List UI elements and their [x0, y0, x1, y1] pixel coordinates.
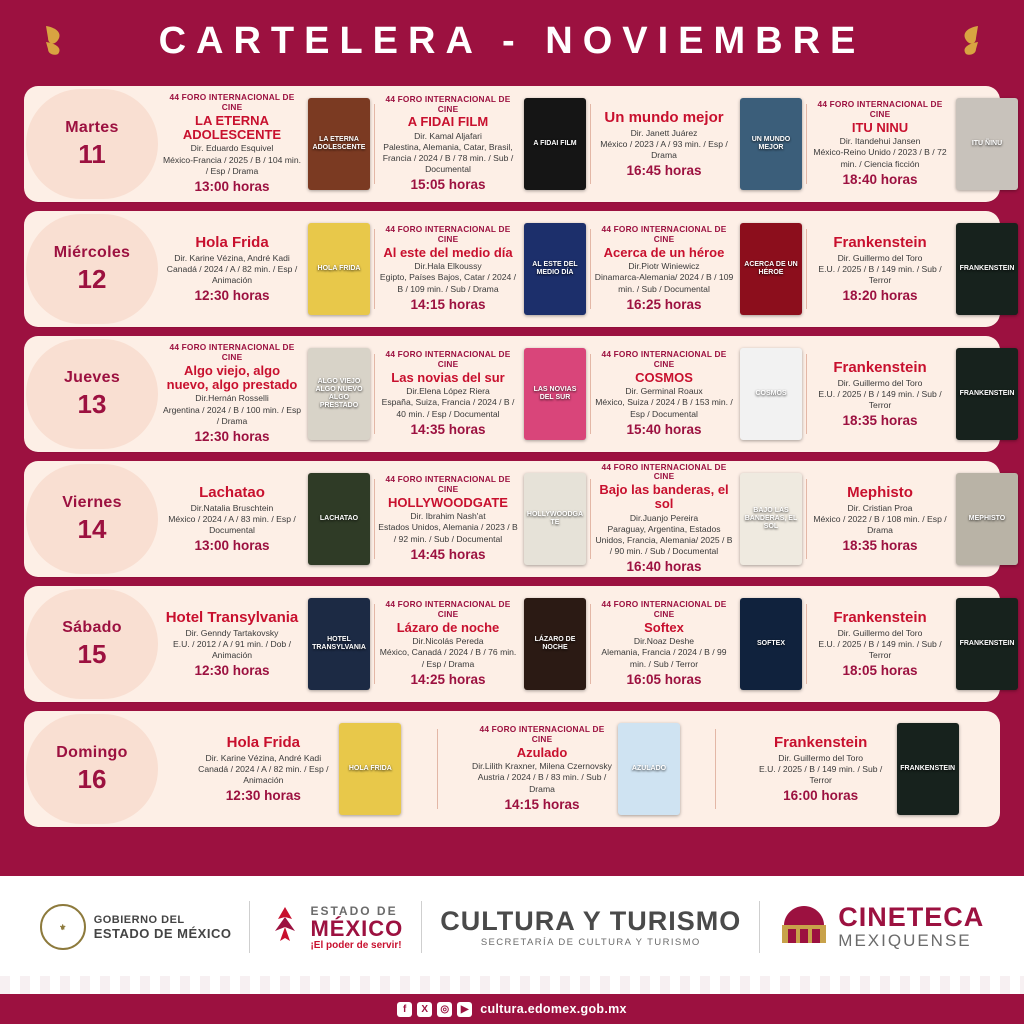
- film-info: [810, 234, 950, 304]
- film-info: [378, 600, 518, 687]
- film-entry[interactable]: [590, 215, 806, 323]
- film-info: [162, 234, 302, 304]
- film-title: Softex: [644, 619, 684, 635]
- film-entry[interactable]: [806, 590, 1022, 698]
- instagram-icon[interactable]: ◎: [437, 1002, 452, 1017]
- film-info: [378, 350, 518, 437]
- film-title: Bajo las banderas, el sol: [599, 482, 729, 512]
- poster-title: MEPHISTO: [968, 514, 1006, 522]
- film-time: 16:00 horas: [783, 788, 859, 804]
- social-strip: [0, 994, 1024, 1024]
- day-pill: [26, 714, 158, 824]
- film-info: [378, 475, 518, 562]
- poster-title: FRANKENSTEIN: [959, 264, 1015, 272]
- edomex-line1: ESTADO DE: [310, 903, 398, 918]
- festival-label: 44 FORO INTERNACIONAL DE CINE: [601, 224, 727, 245]
- film-title: Frankenstein: [833, 609, 927, 627]
- film-director: Dir.Noaz Deshe: [633, 636, 695, 647]
- film-title: Hola Frida: [195, 234, 269, 252]
- festival-label: 44 FORO INTERNACIONAL DE CINE: [601, 599, 727, 620]
- film-poster: [897, 723, 959, 815]
- film-poster: [956, 473, 1018, 565]
- day-number: 12: [77, 263, 107, 294]
- film-meta: Argentina / 2024 / B / 100 min. / Esp / Drama: [162, 404, 302, 426]
- film-poster: [308, 348, 370, 440]
- edomex-bird-icon: [268, 905, 302, 950]
- film-director: Dir. Janett Juárez: [630, 127, 698, 138]
- film-entry[interactable]: [374, 340, 590, 448]
- film-director: Dir. Genndy Tartakovsky: [185, 627, 279, 638]
- film-director: Dir. Guillermo del Toro: [837, 627, 923, 638]
- film-director: Dir.Natalia Bruschtein: [190, 502, 274, 513]
- festival-label: 44 FORO INTERNACIONAL DE CINE: [601, 349, 727, 370]
- schedule-row: [24, 86, 1003, 202]
- film-info: [810, 609, 950, 679]
- youtube-icon[interactable]: ▶: [457, 1002, 472, 1017]
- festival-label: 44 FORO INTERNACIONAL DE CINE: [385, 599, 511, 620]
- film-entry[interactable]: [590, 90, 806, 198]
- gobierno-logo: [22, 904, 250, 950]
- day-pill: [26, 339, 158, 449]
- poster-title: COSMOS: [755, 389, 787, 397]
- poster-title: FRANKENSTEIN: [959, 389, 1015, 397]
- film-director: Dir.Nicolás Pereda: [412, 636, 484, 647]
- schedule-row: [24, 336, 1015, 452]
- film-time: 12:30 horas: [194, 288, 270, 304]
- film-time: 16:40 horas: [626, 559, 702, 575]
- film-director: Dir.Juanjo Pereira: [629, 512, 699, 523]
- film-title: Un mundo mejor: [604, 109, 724, 127]
- film-meta: Estados Unidos, Alemania / 2023 / B / 92 min. / Sub / Documental: [378, 522, 518, 544]
- day-number: 14: [77, 513, 107, 544]
- festival-label: 44 FORO INTERNACIONAL DE CINE: [385, 349, 511, 370]
- poster-title: FRANKENSTEIN: [900, 764, 956, 772]
- film-meta: Paraguay, Argentina, Estados Unidos, Francia, Alemania/ 2025 / B / 90 min. / Sub / Documental: [595, 523, 733, 557]
- film-entry[interactable]: [590, 340, 806, 448]
- film-time: 14:35 horas: [410, 421, 486, 437]
- film-director: Dir. Eduardo Esquivel: [190, 143, 274, 154]
- film-title: Algo viejo, algo nuevo, algo prestado: [166, 362, 298, 393]
- film-director: Dir. Kamal Aljafari: [414, 130, 482, 141]
- film-entry[interactable]: [806, 90, 1022, 198]
- film-director: Dir.Hala Elkoussy: [414, 261, 482, 272]
- film-poster: [308, 598, 370, 690]
- header: [0, 0, 1024, 86]
- film-time: 18:35 horas: [842, 413, 918, 429]
- poster-title: ALGO VIEJO ALGO NUEVO ALGO PRESTADO: [315, 377, 363, 410]
- film-meta: E.U. / 2025 / B / 149 min. / Sub / Terror: [818, 388, 942, 410]
- film-meta: México-Reino Unido / 2023 / B / 72 min. / Ciencia ficción: [813, 147, 947, 169]
- film-time: 13:00 horas: [194, 178, 270, 194]
- film-time: 14:25 horas: [410, 671, 486, 687]
- poster-title: HOTEL TRANSYLVANIA: [312, 635, 366, 651]
- film-info: [378, 95, 518, 193]
- schedule-row: [24, 586, 1015, 702]
- film-time: 18:35 horas: [842, 538, 918, 554]
- film-time: 18:20 horas: [842, 288, 918, 304]
- film-time: 12:30 horas: [225, 788, 301, 804]
- day-number: 15: [77, 638, 107, 669]
- poster-title: FRANKENSTEIN: [959, 639, 1015, 647]
- film-poster: [308, 473, 370, 565]
- festival-label: 44 FORO INTERNACIONAL DE CINE: [385, 93, 511, 114]
- film-director: Dir.Elena López Riera: [406, 386, 490, 397]
- cultura-subtitle: SECRETARÍA DE CULTURA Y TURISMO: [480, 937, 701, 948]
- film-meta: E.U. / 2012 / A / 91 min. / Dob / Animación: [173, 638, 291, 660]
- film-title: ITU NINU: [851, 119, 909, 135]
- film-poster: [956, 223, 1018, 315]
- film-director: Dir.Hernán Rosselli: [195, 393, 269, 404]
- day-number: 11: [78, 138, 106, 169]
- festival-label: 44 FORO INTERNACIONAL DE CINE: [601, 461, 727, 482]
- film-title: Hola Frida: [226, 734, 300, 752]
- film-time: 14:45 horas: [410, 546, 486, 562]
- film-meta: Palestina, Alemania, Catar, Brasil, Francia / 2024 / B / 78 min. / Sub / Documental: [382, 141, 514, 175]
- film-info: [810, 359, 950, 429]
- film-director: Dir.Piotr Winiewicz: [628, 261, 700, 272]
- poster-title: LA ETERNA ADOLESCENTE: [312, 135, 366, 151]
- poster-title: BAJO LAS BANDERAS, EL SOL: [744, 506, 798, 531]
- film-poster: [956, 598, 1018, 690]
- film-poster: [740, 98, 802, 190]
- film-director: Dir. Guillermo del Toro: [837, 377, 923, 388]
- film-info: [810, 100, 950, 187]
- film-director: Dir.Lilith Kraxner, Milena Czernovsky: [472, 761, 612, 772]
- film-poster: [339, 723, 401, 815]
- film-title: Frankenstein: [773, 734, 868, 752]
- film-title: Acerca de un héroe: [603, 244, 725, 260]
- film-time: 18:40 horas: [842, 171, 918, 187]
- film-poster: [524, 98, 586, 190]
- film-title: Las novias del sur: [391, 369, 505, 385]
- film-meta: Austria / 2024 / B / 83 min. / Sub / Drama: [477, 772, 607, 794]
- film-poster: [740, 223, 802, 315]
- day-name: Martes: [65, 118, 119, 136]
- film-director: Dir. Guillermo del Toro: [778, 752, 864, 763]
- film-time: 12:30 horas: [194, 428, 270, 444]
- film-director: Dir. Germinal Roaux: [625, 386, 703, 397]
- film-info: [162, 93, 302, 195]
- film-director: Dir. Itandehui Jansen: [839, 136, 921, 147]
- film-title: Hotel Transylvania: [165, 609, 299, 627]
- film-poster: [740, 473, 802, 565]
- film-poster: [740, 598, 802, 690]
- film-time: 16:05 horas: [626, 671, 702, 687]
- festival-label: 44 FORO INTERNACIONAL DE CINE: [169, 92, 295, 112]
- film-title: Lázaro de noche: [396, 619, 500, 635]
- film-poster: [524, 223, 586, 315]
- decorative-pattern: [0, 976, 1024, 994]
- film-entry[interactable]: [806, 465, 1022, 573]
- edomex-logo: [250, 904, 421, 951]
- film-time: 14:15 horas: [410, 296, 486, 312]
- film-meta: Alemania, Francia / 2024 / B / 99 min. / Sub / Terror: [601, 647, 727, 669]
- film-director: Dir. Karine Vézina, André Kadi: [174, 252, 290, 263]
- poster-title: SOFTEX: [756, 639, 785, 647]
- film-poster: [308, 223, 370, 315]
- poster-title: LAS NOVIAS DEL SUR: [533, 385, 577, 401]
- film-entry[interactable]: [158, 340, 374, 448]
- film-poster: [308, 98, 370, 190]
- film-info: [193, 734, 333, 804]
- film-entry[interactable]: [590, 461, 806, 575]
- film-time: 15:05 horas: [410, 177, 486, 193]
- page-title: CARTELERA - NOVIEMBRE: [158, 20, 866, 62]
- poster-title: ACERCA DE UN HÉROE: [744, 260, 798, 276]
- film-entry[interactable]: [158, 715, 437, 823]
- film-entry[interactable]: [374, 465, 590, 573]
- film-time: 13:00 horas: [194, 538, 270, 554]
- film-time: 14:15 horas: [504, 796, 580, 812]
- film-entry[interactable]: [374, 90, 590, 198]
- film-list: [158, 336, 1024, 452]
- film-time: 16:45 horas: [626, 163, 702, 179]
- film-meta: México / 2023 / A / 93 min. / Esp / Drama: [600, 138, 728, 160]
- film-list: [158, 86, 1024, 202]
- film-list: [158, 211, 1024, 327]
- film-time: 15:40 horas: [626, 421, 702, 437]
- film-info: [751, 734, 891, 804]
- film-poster: [524, 598, 586, 690]
- state-seal-icon: ⚜: [40, 904, 86, 950]
- footer: [0, 876, 1024, 1024]
- film-poster: [956, 98, 1018, 190]
- poster-title: AL ESTE DEL MEDIO DÍA: [532, 260, 578, 276]
- day-pill: [26, 89, 158, 199]
- day-name: Viernes: [62, 493, 122, 511]
- film-entry[interactable]: [374, 590, 590, 698]
- website-link[interactable]: cultura.edomex.gob.mx: [480, 1002, 627, 1016]
- film-director: Dir. Karine Vézina, André Kadi: [205, 752, 322, 763]
- facebook-icon[interactable]: f: [397, 1002, 412, 1017]
- poster-title: LÁZARO DE NOCHE: [534, 635, 576, 651]
- film-title: LA ETERNA ADOLESCENTE: [182, 112, 282, 143]
- cineteca-logo: [760, 903, 1002, 952]
- schedule-row: [24, 461, 1006, 577]
- film-info: [594, 225, 734, 312]
- film-meta: E.U. / 2025 / B / 149 min. / Sub / Terror: [818, 638, 942, 660]
- day-pill: [26, 589, 158, 699]
- gobierno-line2: ESTADO DE MÉXICO: [93, 925, 232, 941]
- poster-title: AZULADO: [631, 764, 667, 772]
- day-name: Miércoles: [53, 243, 131, 261]
- film-meta: E.U. / 2025 / B / 149 min. / Sub / Terror: [818, 263, 942, 285]
- film-entry[interactable]: [590, 590, 806, 698]
- film-director: Dir. Cristian Proa: [847, 502, 913, 513]
- cultura-logo: [422, 906, 759, 948]
- film-time: 12:30 horas: [194, 663, 270, 679]
- day-pill: [26, 464, 158, 574]
- film-title: Frankenstein: [833, 359, 927, 377]
- film-list: [158, 586, 1024, 702]
- film-info: [162, 484, 302, 554]
- film-title: COSMOS: [635, 369, 693, 385]
- film-info: [594, 350, 734, 437]
- schedule-row: [24, 211, 1015, 327]
- festival-label: 44 FORO INTERNACIONAL DE CINE: [817, 99, 943, 120]
- film-title: Azulado: [516, 744, 568, 760]
- cineteca-building-icon: [778, 903, 830, 952]
- film-poster: [618, 723, 680, 815]
- film-entry[interactable]: [374, 215, 590, 323]
- film-meta: México, Suiza / 2024 / B / 153 min. / Esp / Documental: [595, 397, 733, 419]
- film-title: Lachatao: [199, 484, 265, 502]
- film-info: [810, 484, 950, 554]
- film-meta: Canadá / 2024 / A / 82 min. / Esp / Animación: [198, 763, 329, 785]
- film-meta: México / 2022 / B / 108 min. / Esp / Drama: [813, 513, 947, 535]
- film-entry[interactable]: [437, 715, 716, 823]
- festival-label: 44 FORO INTERNACIONAL DE CINE: [385, 474, 511, 495]
- film-meta: México-Francia / 2025 / B / 104 min. / Esp / Drama: [162, 154, 302, 176]
- schedule-board: [14, 86, 1015, 876]
- edomex-slogan: ¡El poder de servir!: [310, 939, 402, 951]
- cultura-title: CULTURA Y TURISMO: [440, 906, 742, 936]
- festival-label: 44 FORO INTERNACIONAL DE CINE: [479, 724, 605, 745]
- film-info: [162, 609, 302, 679]
- film-entry[interactable]: [158, 90, 374, 198]
- poster-title: UN MUNDO MEJOR: [751, 135, 791, 151]
- poster-title: HOLA FRIDA: [317, 264, 361, 272]
- poster-title: ITU ÑINU: [971, 139, 1003, 147]
- film-director: Dir. Guillermo del Toro: [837, 252, 923, 263]
- poster-title: A FIDAI FILM: [533, 139, 577, 147]
- film-entry[interactable]: [806, 340, 1022, 448]
- poster-title: LACHATAO: [319, 514, 359, 522]
- day-number: 16: [77, 763, 107, 794]
- film-entry[interactable]: [715, 715, 994, 823]
- film-time: 16:25 horas: [626, 296, 702, 312]
- film-info: [472, 725, 612, 812]
- film-time: 18:05 horas: [842, 663, 918, 679]
- film-entry[interactable]: [158, 590, 374, 698]
- film-poster: [956, 348, 1018, 440]
- day-number: 13: [77, 388, 107, 419]
- film-title: Mephisto: [847, 484, 913, 502]
- edomex-line2: MÉXICO: [310, 915, 404, 941]
- film-meta: Canadá / 2024 / A / 82 min. / Esp / Animación: [166, 263, 298, 285]
- film-meta: España, Suiza, Francia / 2024 / B / 40 min. / Esp / Documental: [381, 397, 515, 419]
- film-info: [594, 600, 734, 687]
- film-title: HOLLYWOODGATE: [388, 494, 508, 510]
- film-director: Dir. Ibrahim Nash'at: [410, 511, 486, 522]
- festival-label: 44 FORO INTERNACIONAL DE CINE: [385, 224, 511, 245]
- cineteca-line2: MEXIQUENSE: [838, 930, 972, 950]
- film-title: Frankenstein: [833, 234, 927, 252]
- x-icon[interactable]: X: [417, 1002, 432, 1017]
- film-title: Al este del medio día: [383, 244, 513, 260]
- cineteca-line1: CINETECA: [838, 901, 985, 932]
- day-name: Jueves: [63, 368, 121, 386]
- film-meta: México / 2024 / A / 83 min. / Esp / Documental: [168, 513, 296, 535]
- ornament-right-icon: [946, 22, 982, 56]
- day-name: Sábado: [62, 618, 122, 636]
- film-entry[interactable]: [158, 465, 374, 573]
- film-info: [594, 109, 734, 179]
- day-name: Domingo: [56, 743, 128, 761]
- film-poster: [524, 348, 586, 440]
- film-meta: Egipto, Países Bajos, Catar / 2024 / B / 109 min. / Sub / Drama: [379, 272, 517, 294]
- film-list: [158, 711, 1000, 827]
- film-poster: [524, 473, 586, 565]
- social-icons: [397, 1002, 472, 1017]
- film-entry[interactable]: [158, 215, 374, 323]
- film-meta: Dinamarca-Alemania/ 2024 / B / 109 min. / Sub / Documental: [594, 272, 734, 294]
- film-info: [378, 225, 518, 312]
- poster-title: HOLLYWOODGATE: [526, 510, 584, 526]
- film-info: [594, 463, 734, 576]
- festival-label: 44 FORO INTERNACIONAL DE CINE: [169, 342, 295, 362]
- day-pill: [26, 214, 158, 324]
- film-entry[interactable]: [806, 215, 1022, 323]
- schedule-row: [24, 711, 1000, 827]
- film-title: A FIDAI FILM: [407, 114, 489, 130]
- film-list: [158, 461, 1024, 577]
- film-meta: E.U. / 2025 / B / 149 min. / Sub / Terror: [759, 763, 883, 785]
- gobierno-line1: GOBIERNO DEL: [93, 913, 185, 926]
- film-info: [162, 343, 302, 445]
- poster-title: HOLA FRIDA: [348, 764, 392, 772]
- film-meta: México, Canadá / 2024 / B / 76 min. / Esp / Drama: [379, 647, 517, 669]
- film-poster: [740, 348, 802, 440]
